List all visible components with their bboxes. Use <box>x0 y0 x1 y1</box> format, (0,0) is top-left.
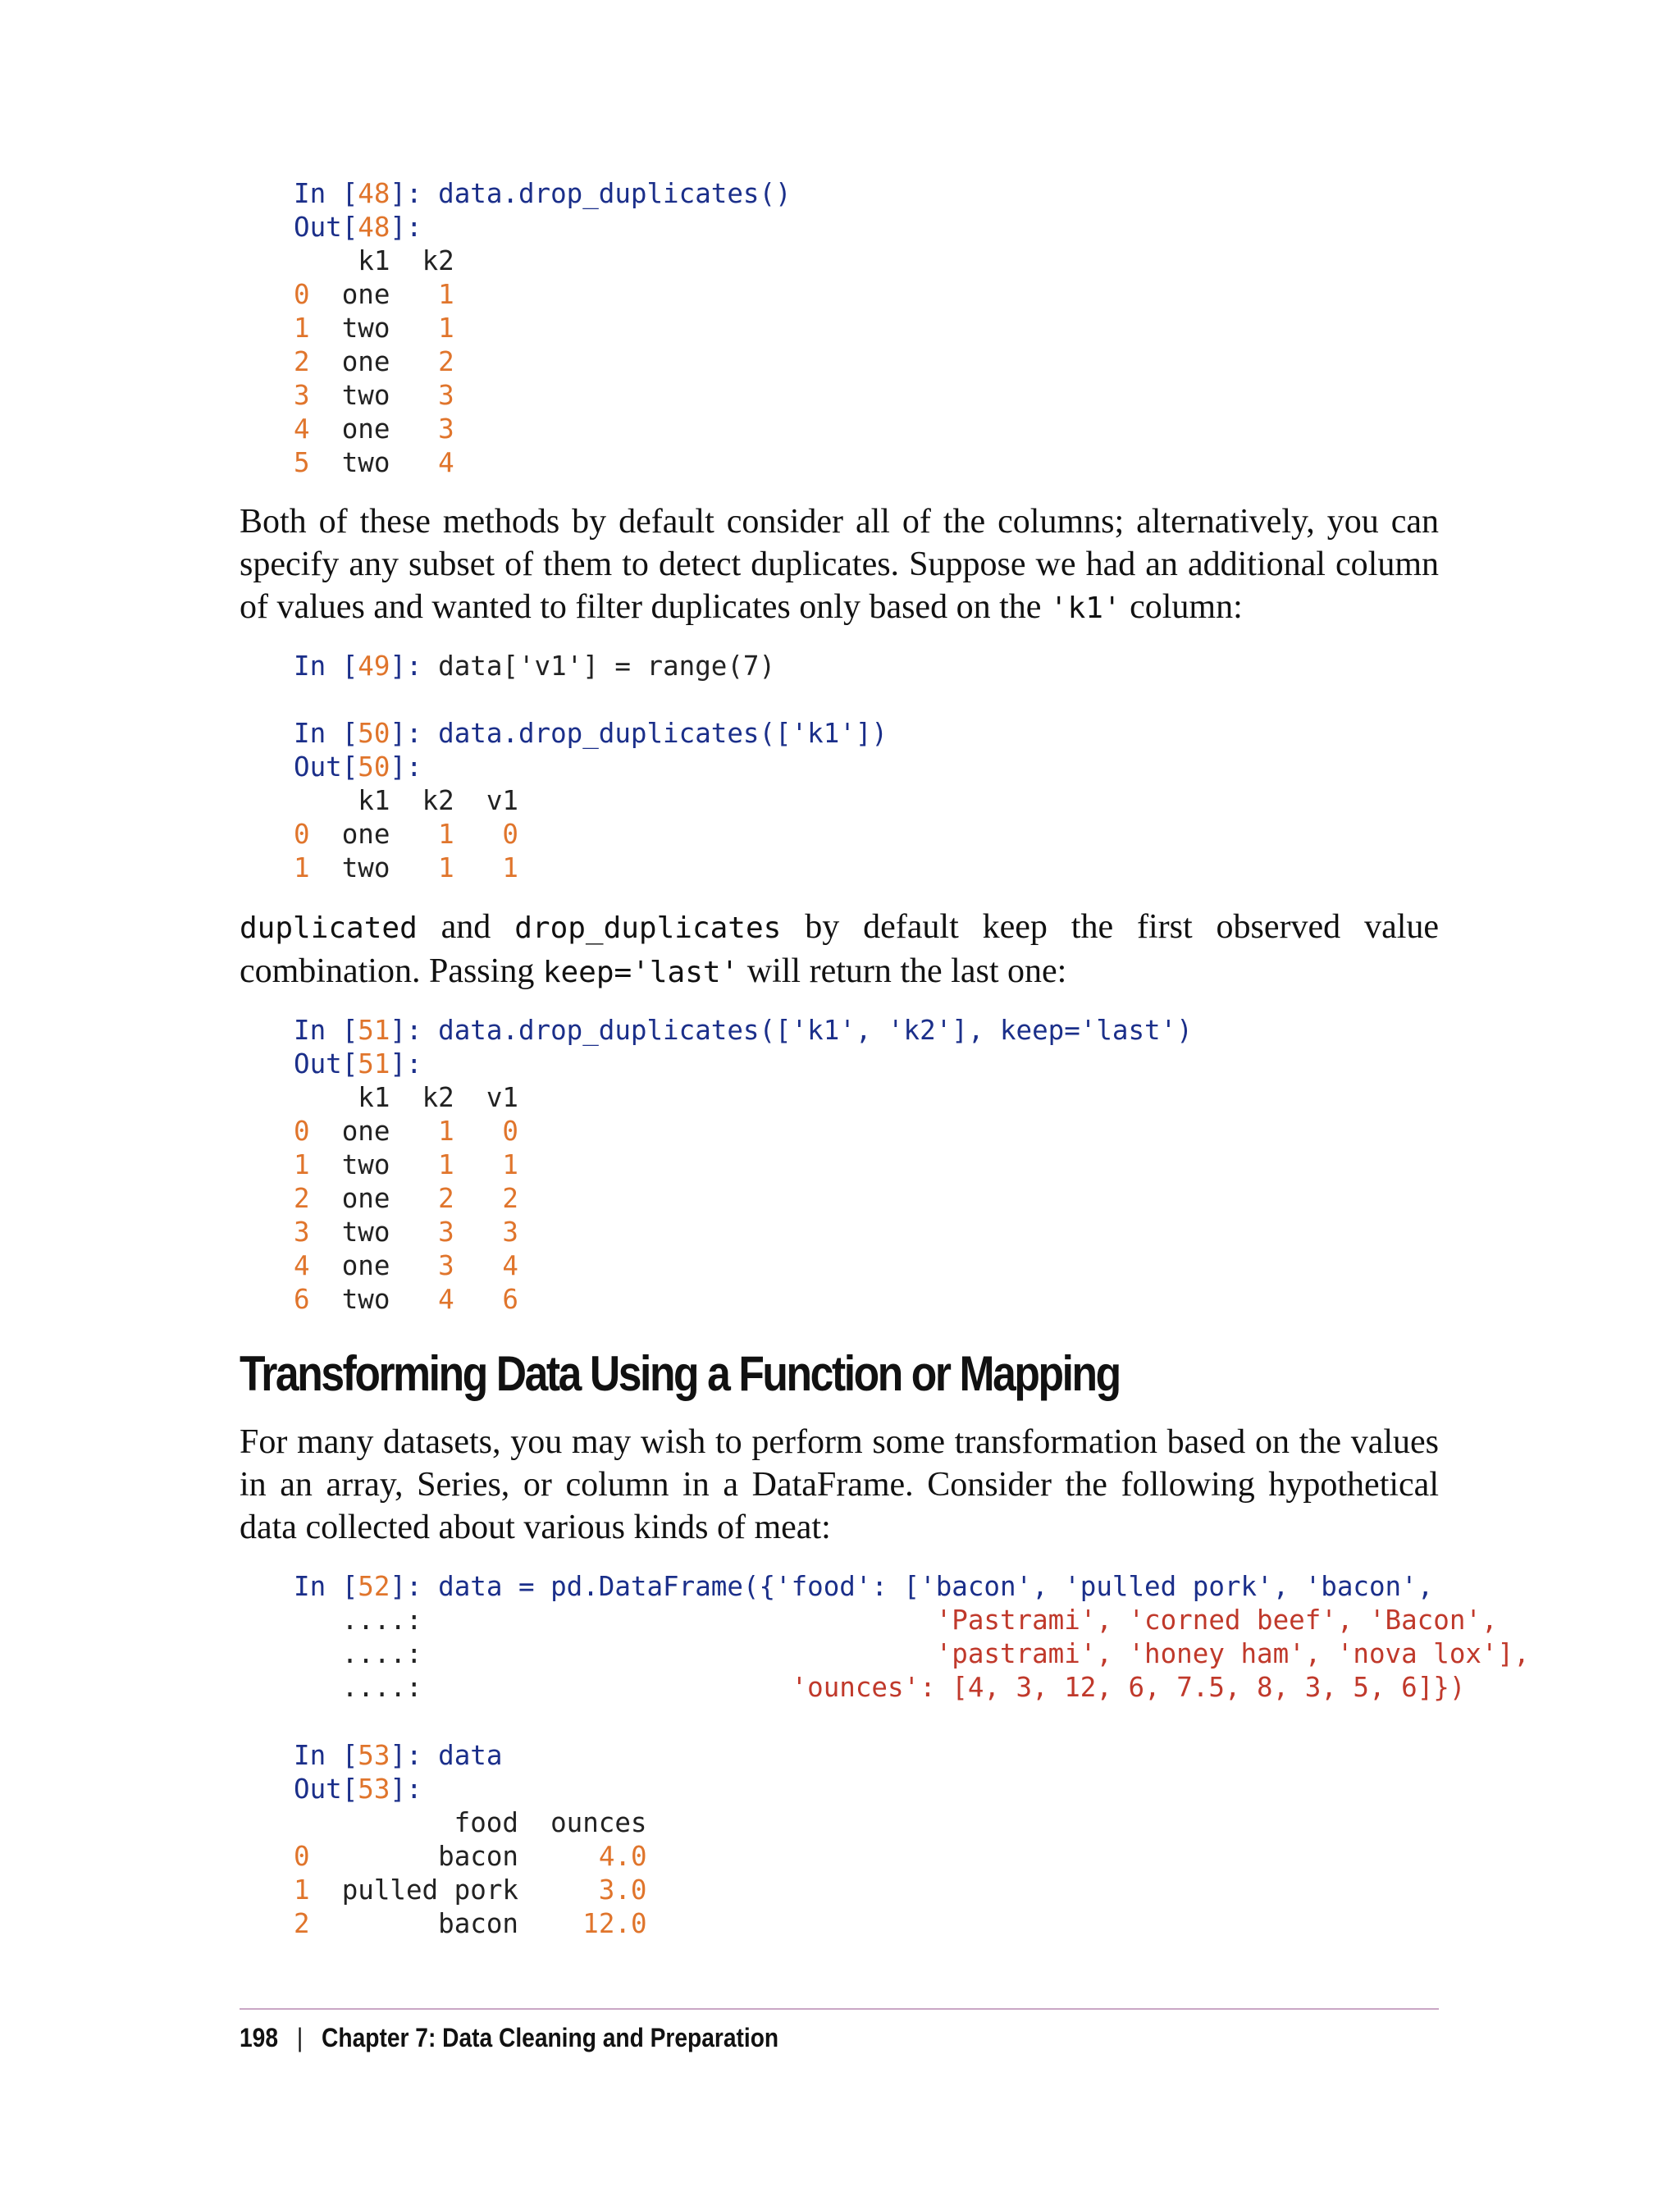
table-row: 2 one 2 <box>294 346 454 377</box>
code-line-52-4: 'ounces': [4, 3, 12, 6, 7.5, 8, 3, 5, 6]}) <box>791 1672 1466 1703</box>
footer-separator: | <box>296 2023 304 2052</box>
code-cell-53: In [53]: data Out[53]: food ounces 0 bacon 4.0 1 pulled pork 3.0 2 bacon 12.0 <box>294 1740 647 1939</box>
section-heading: Transforming Data Using a Function or Mapping <box>240 1346 1120 1401</box>
code-cell-50: In [50]: data.drop_duplicates(['k1']) Out[50]: k1 k2 v1 0 one 1 0 1 two 1 1 <box>294 718 888 883</box>
table-row: 4 one 3 <box>294 413 454 445</box>
df51-header: k1 k2 v1 <box>358 1082 518 1113</box>
inline-code-duplicated: duplicated <box>240 911 418 945</box>
code-input-51: data.drop_duplicates(['k1', 'k2'], keep='last') <box>438 1015 1193 1046</box>
code-cell-52: In [52]: data = pd.DataFrame({'food': ['bacon', 'pulled pork', 'bacon', ....: 'Pastrami', 'corned beef', 'Bacon', ....: 'pastrami', 'honey ham', 'nova lox'], ....: 'ounces': [4, 3, 12, 6, 7.5, 8, 3, 5, 6]}) <box>294 1571 1530 1703</box>
code-input-48: data.drop_duplicates() <box>438 178 792 209</box>
table-row: 3 two 3 <box>294 380 454 411</box>
code-input-49: data['v1'] = range(7) <box>438 651 776 682</box>
table-row: 6 two 4 6 <box>294 1284 518 1315</box>
table-row: 0 one 1 0 <box>294 819 518 850</box>
code-input-50: data.drop_duplicates(['k1']) <box>438 718 888 749</box>
table-row: 0 bacon 4.0 <box>294 1841 647 1872</box>
code-cell-51: In [51]: data.drop_duplicates(['k1', 'k2'], keep='last') Out[51]: k1 k2 v1 0 one 1 0 1 two 1 1 2 one 2 2 3 two 3 3 4 one 3 4 6 two 4 6 <box>294 1015 1193 1315</box>
df48-header: k1 k2 <box>358 245 454 276</box>
page-footer <box>240 2023 778 2053</box>
df50-header: k1 k2 v1 <box>358 785 518 816</box>
table-row: 2 bacon 12.0 <box>294 1908 647 1939</box>
code-line-52-2: 'Pastrami', 'corned beef', 'Bacon', <box>935 1605 1498 1636</box>
code-line-52-1: data = pd.DataFrame({'food': ['bacon', 'pulled pork', 'bacon', <box>438 1571 1434 1602</box>
paragraph-meat-data: For many datasets, you may wish to perform some transformation based on the values in an array, Series, or column in a DataFrame. Consider the following hypothetical data collected about various kinds of meat: <box>240 1423 1439 1546</box>
table-row: 1 two 1 1 <box>294 852 518 883</box>
table-row: 1 pulled pork 3.0 <box>294 1874 647 1906</box>
code-line-52-3: 'pastrami', 'honey ham', 'nova lox'], <box>935 1638 1530 1669</box>
table-row: 0 one 1 0 <box>294 1116 518 1147</box>
inline-code-drop-duplicates: drop_duplicates <box>514 911 782 945</box>
table-row: 1 two 1 1 <box>294 1149 518 1180</box>
page-number: 198 <box>240 2023 278 2052</box>
table-row: 5 two 4 <box>294 447 454 478</box>
code-cell-48: In [48]: data.drop_duplicates() Out[48]: k1 k2 0 one 1 1 two 1 2 one 2 3 two 3 4 one 3 5 two 4 <box>294 178 792 478</box>
inline-code-k1: 'k1' <box>1049 591 1121 625</box>
table-row: 1 two 1 <box>294 313 454 344</box>
table-row: 3 two 3 3 <box>294 1217 518 1248</box>
paragraph-subset-columns: Both of these methods by default consider all of the columns; alternatively, you can specify any subset of them to detect duplicates. Suppose we had an additional column of values and wanted to filter duplicates only based on the 'k1' column: <box>240 503 1439 626</box>
chapter-title: Chapter 7: Data Cleaning and Preparation <box>322 2023 779 2052</box>
paragraph-keep-last: duplicated and drop_duplicates by default keep the first observed value combination. Passing keep='last' will return the last one: <box>240 908 1440 990</box>
inline-code-keep-last: keep='last' <box>542 956 739 989</box>
df53-header: food ounces <box>454 1807 647 1838</box>
table-row: 0 one 1 <box>294 279 454 310</box>
code-cell-49: In [49]: data['v1'] = range(7) <box>294 651 776 682</box>
table-row: 2 one 2 2 <box>294 1183 518 1214</box>
table-row: 4 one 3 4 <box>294 1250 518 1281</box>
code-input-53: data <box>438 1740 503 1771</box>
footer-rule <box>240 2008 1439 2010</box>
